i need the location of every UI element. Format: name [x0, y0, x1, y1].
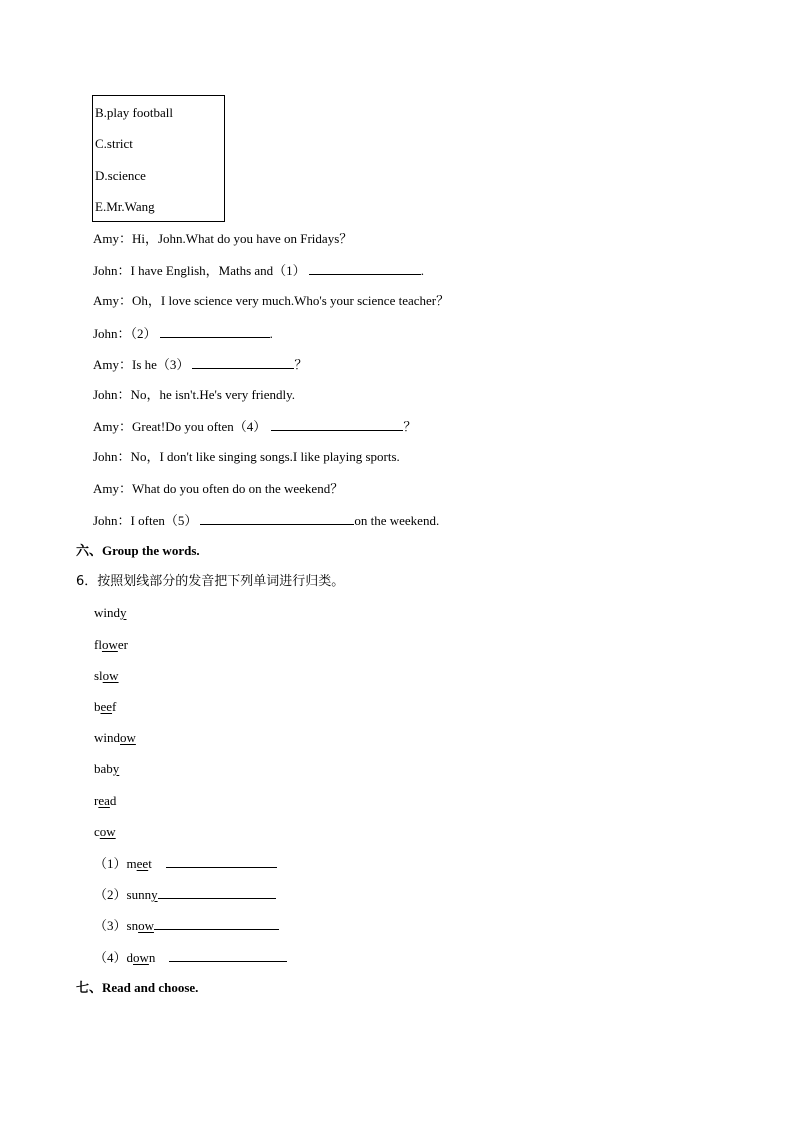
word-item: beef	[94, 699, 117, 714]
option-d: D.science	[95, 168, 146, 183]
question-6-text: 6．按照划线部分的发音把下列单词进行归类。	[76, 574, 345, 589]
dialogue-line-8: John：No，I don't like singing songs.I like playing sports.	[93, 449, 400, 464]
section-6-heading: 六、Group the words.	[76, 543, 200, 558]
dialogue-line-7: Amy：Great!Do you often（4） ？	[93, 419, 417, 434]
options-box	[92, 95, 225, 222]
group-3-blank[interactable]	[154, 917, 279, 930]
blank-3[interactable]	[192, 356, 294, 369]
group-3: （3）snow	[94, 917, 279, 934]
word-item: windy	[94, 605, 127, 620]
option-c: C.strict	[95, 136, 133, 151]
group-1: （1）meet	[94, 855, 277, 872]
option-e: E.Mr.Wang	[95, 199, 155, 214]
group-2-blank[interactable]	[158, 886, 276, 899]
blank-2[interactable]	[160, 325, 270, 338]
word-item: cow	[94, 824, 116, 839]
group-2: （2）sunny	[94, 886, 276, 903]
group-4: （4）down	[94, 949, 287, 966]
word-item: window	[94, 730, 136, 745]
section-7-heading: 七、Read and choose.	[76, 980, 199, 995]
word-item: baby	[94, 761, 120, 776]
dialogue-line-4: John：（2） .	[93, 326, 273, 341]
blank-4[interactable]	[271, 418, 403, 431]
word-item: read	[94, 793, 117, 808]
dialogue-line-5: Amy：Is he（3） ？	[93, 357, 308, 372]
word-item: slow	[94, 668, 119, 683]
group-4-blank[interactable]	[169, 949, 287, 962]
dialogue-line-9: Amy：What do you often do on the weekend？	[93, 481, 344, 496]
dialogue-line-2: John：I have English，Maths and（1） .	[93, 263, 424, 278]
blank-1[interactable]	[309, 262, 421, 275]
word-item: flower	[94, 637, 128, 652]
dialogue-line-3: Amy：Oh，I love science very much.Who's your science teacher？	[93, 293, 450, 308]
blank-5[interactable]	[200, 512, 354, 525]
dialogue-line-10: John：I often（5） on the weekend.	[93, 513, 440, 528]
dialogue-line-1: Amy：Hi，John.What do you have on Fridays？	[93, 231, 353, 246]
dialogue-line-6: John：No，he isn't.He's very friendly.	[93, 387, 296, 402]
group-1-blank[interactable]	[166, 855, 277, 868]
option-b: B.play football	[95, 105, 173, 120]
